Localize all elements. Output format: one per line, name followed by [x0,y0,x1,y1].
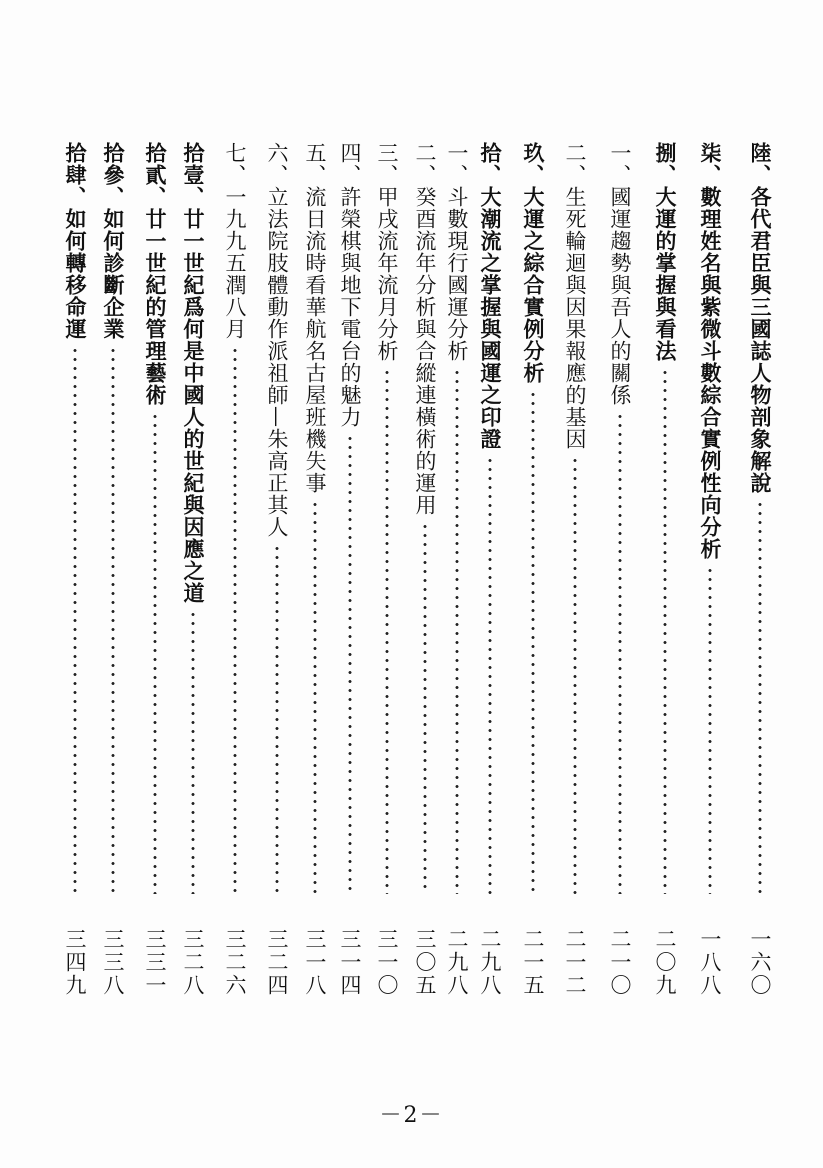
toc-leader-dots [423,522,427,894]
toc-entry [475,142,505,1022]
toc-entry [560,142,590,1022]
toc-entry-title: 拾參、如何診斷企業 [101,142,125,340]
toc-entry-title: 四、許榮棋與地下電台的魅力 [338,142,362,428]
toc-entry [518,142,548,1022]
toc-entry-page: 一六〇 [748,927,772,997]
toc-entry-title: 二、生死輪迴與因果報應的基因 [563,142,587,450]
toc-entry-title: 一、國運趨勢與吾人的關係 [608,142,632,406]
toc-leader-dots [111,346,115,894]
toc-entry-page: 二一五 [521,927,545,997]
toc-entry-page: 三一四 [338,927,362,997]
toc-entry [220,142,250,1022]
toc-entry-title: 玖、大運之綜合實例分析 [521,142,545,384]
toc-entry-page: 二九八 [445,927,469,997]
toc-entry-page: 二一二 [563,927,587,997]
toc-entry [335,142,365,1022]
toc-entry-page: 三一〇 [375,927,399,997]
toc-entry-page: 二〇九 [653,927,677,997]
toc-entry [442,142,472,1022]
toc-entry [178,142,208,1022]
toc-leader-dots [348,434,352,894]
toc-leader-dots [455,368,459,894]
toc-entry-page: 三一八 [303,927,327,997]
toc-entry [262,142,292,1022]
toc-entry-title: 柒、數理姓名與紫微斗數綜合實例性向分析 [698,142,722,560]
toc-entry-title: 拾貳、廿一世紀的管理藝術 [143,142,167,406]
toc-leader-dots [191,610,195,894]
toc-entry-page: 二一〇 [608,927,632,997]
toc-entry-title: 三、甲戌流年流月分析 [375,142,399,362]
toc-entry-title: 二、癸酉流年分析與合縱連橫術的運用 [413,142,437,516]
toc-entry-title: 捌、大運的掌握與看法 [653,142,677,362]
toc-leader-dots [488,456,492,894]
toc-entry-page: 三〇五 [413,927,437,997]
toc-entry [745,142,775,1022]
toc-entry [605,142,635,1022]
toc-entry-title: 一、斗數現行國運分析 [445,142,469,362]
toc-entry-page: 三三八 [101,927,125,997]
toc-entry-page: 三四九 [63,927,87,997]
toc-entry-title: 陸、各代君臣與三國誌人物剖象解說 [748,142,772,494]
toc-leader-dots [313,500,317,894]
toc-leader-dots [153,412,157,894]
toc-leader-dots [708,566,712,894]
toc-entry [372,142,402,1022]
toc-entry-title: 五、流日流時看華航名古屋班機失事 [303,142,327,494]
toc-entry-page: 三二四 [265,927,289,997]
toc-entry-title: 七、一九九五潤八月 [223,142,247,340]
toc-leader-dots [275,544,279,894]
toc-leader-dots [758,500,762,894]
toc-entry-title: 拾肆、如何轉移命運 [63,142,87,340]
toc-leader-dots [618,412,622,894]
toc-leader-dots [663,368,667,894]
toc-entry [410,142,440,1022]
toc-entry-page: 一八八 [698,927,722,997]
toc-entry-page: 三二八 [181,927,205,997]
toc-entry-title: 六、立法院肢體動作派祖師—朱高正其人 [265,142,289,538]
toc-entry-title: 拾壹、廿一世紀爲何是中國人的世紀與因應之道 [181,142,205,604]
toc-entry-page: 三二六 [223,927,247,997]
page-number: －2－ [379,1103,444,1128]
toc-entry-title: 拾、大潮流之掌握與國運之印證 [478,142,502,450]
toc-entry [650,142,680,1022]
toc-entry [98,142,128,1022]
toc-leader-dots [233,346,237,894]
toc-leader-dots [73,346,77,894]
toc-entry [60,142,90,1022]
toc-leader-dots [531,390,535,894]
toc-entry [695,142,725,1022]
toc-entry-page: 三三一 [143,927,167,997]
toc-entry [300,142,330,1022]
toc-entry-page: 二九八 [478,927,502,997]
toc-leader-dots [385,368,389,894]
toc-leader-dots [573,456,577,894]
toc-entry [140,142,170,1022]
